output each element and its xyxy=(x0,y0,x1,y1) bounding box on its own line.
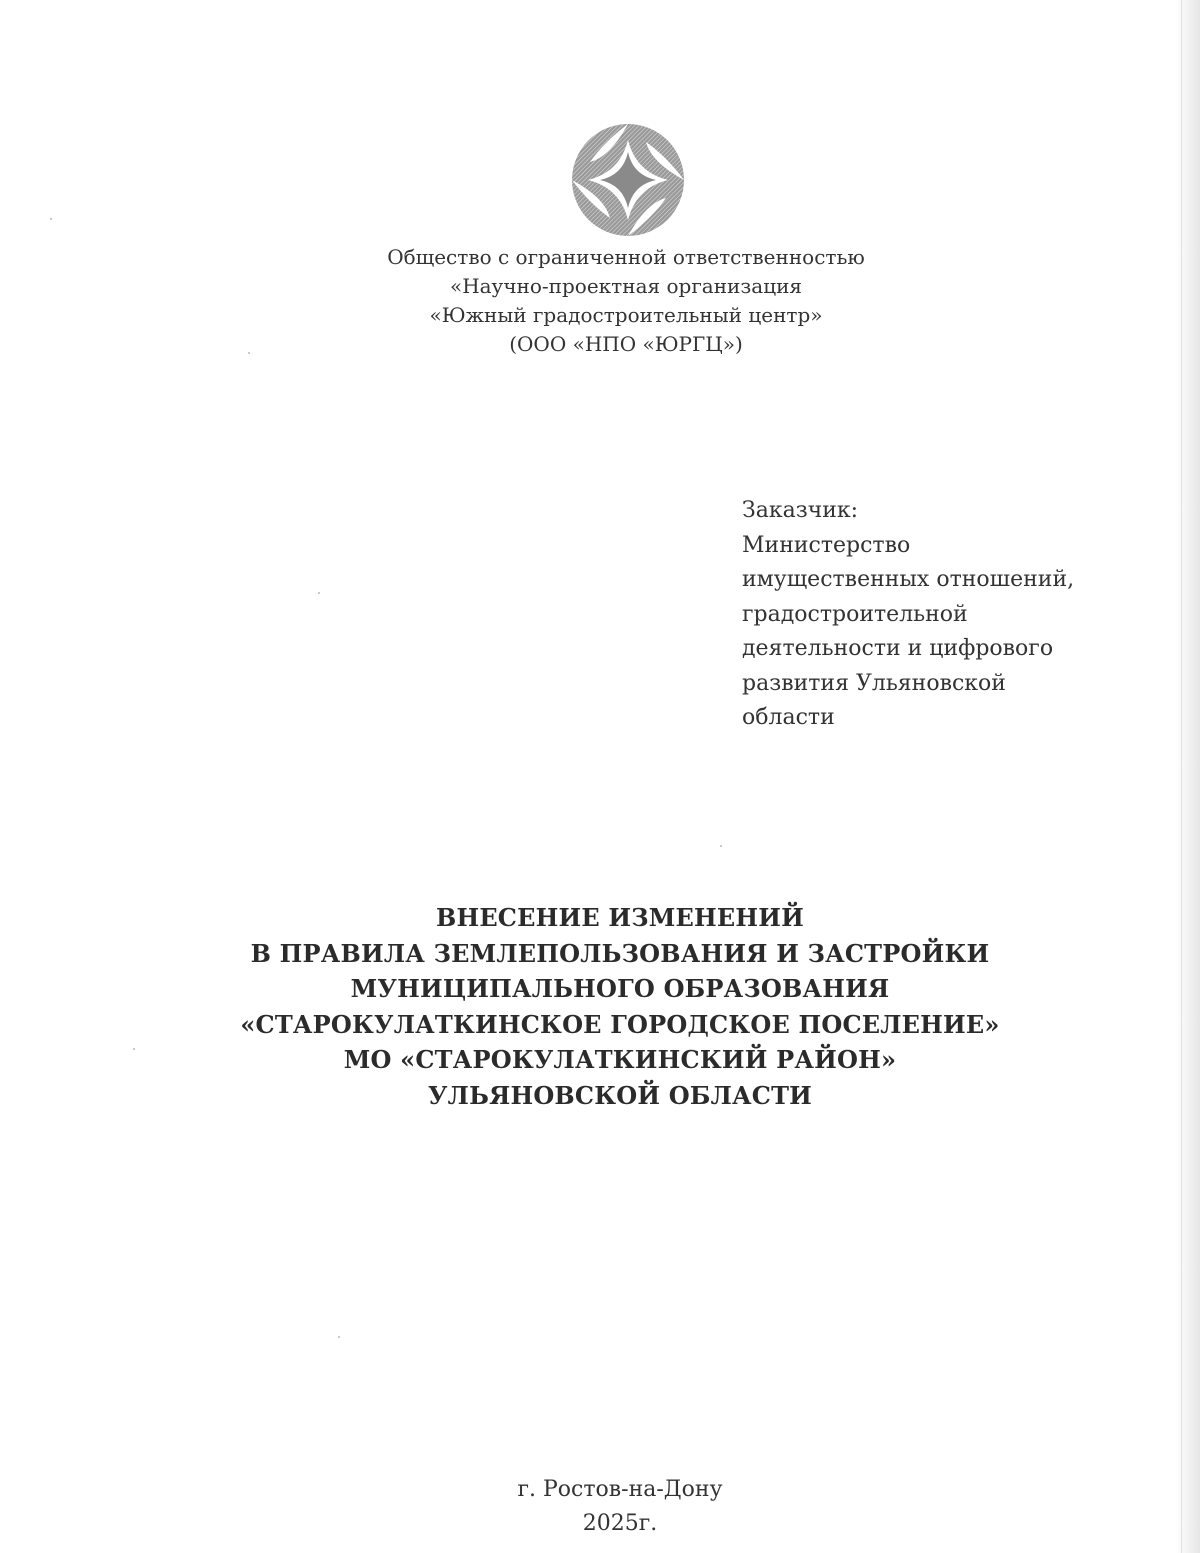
organization-line: «Южный градостроительный центр» xyxy=(429,303,823,327)
title-line: В ПРАВИЛА ЗЕМЛЕПОЛЬЗОВАНИЯ И ЗАСТРОЙКИ xyxy=(250,938,990,968)
customer-line: имущественных отношений, xyxy=(742,567,1075,592)
scan-speck xyxy=(50,218,52,220)
footer-year: 2025г. xyxy=(582,1511,658,1536)
scan-speck xyxy=(133,1048,135,1050)
customer-line: градостроительной xyxy=(742,601,968,627)
customer-line: развития Ульяновской xyxy=(742,670,1006,696)
customer-line: деятельности и цифрового xyxy=(742,636,1054,661)
title-line: «СТАРОКУЛАТКИНСКОЕ ГОРОДСКОЕ ПОСЕЛЕНИЕ» xyxy=(240,1009,1000,1039)
scan-speck xyxy=(720,845,722,847)
scan-speck xyxy=(338,1336,340,1338)
document-title xyxy=(170,900,1070,1113)
scan-speck xyxy=(248,352,250,354)
page-edge-line xyxy=(1181,0,1182,1553)
organization-line: Общество с ограниченной ответственностью xyxy=(387,245,865,269)
customer-line: области xyxy=(742,705,835,730)
footer-city: г. Ростов-на-Дону xyxy=(517,1477,723,1502)
customer-label: Заказчик: xyxy=(742,498,859,523)
title-line: ВНЕСЕНИЕ ИЗМЕНЕНИЙ xyxy=(435,903,805,932)
title-line: МУНИЦИПАЛЬНОГО ОБРАЗОВАНИЯ xyxy=(350,974,890,1003)
title-line: УЛЬЯНОВСКОЙ ОБЛАСТИ xyxy=(427,1080,813,1110)
scan-speck xyxy=(318,592,320,594)
organization-line: «Научно-проектная организация xyxy=(449,274,803,298)
organization-line: (ООО «НПО «ЮРГЦ») xyxy=(509,332,743,356)
page-edge-shadow xyxy=(1176,0,1200,1553)
footer-block xyxy=(420,1473,820,1541)
customer-block xyxy=(742,494,1142,736)
customer-line: Министерство xyxy=(742,532,911,558)
organization-name xyxy=(326,243,926,359)
title-line: МО «СТАРОКУЛАТКИНСКИЙ РАЙОН» xyxy=(343,1045,897,1074)
organization-logo-icon xyxy=(570,122,686,238)
